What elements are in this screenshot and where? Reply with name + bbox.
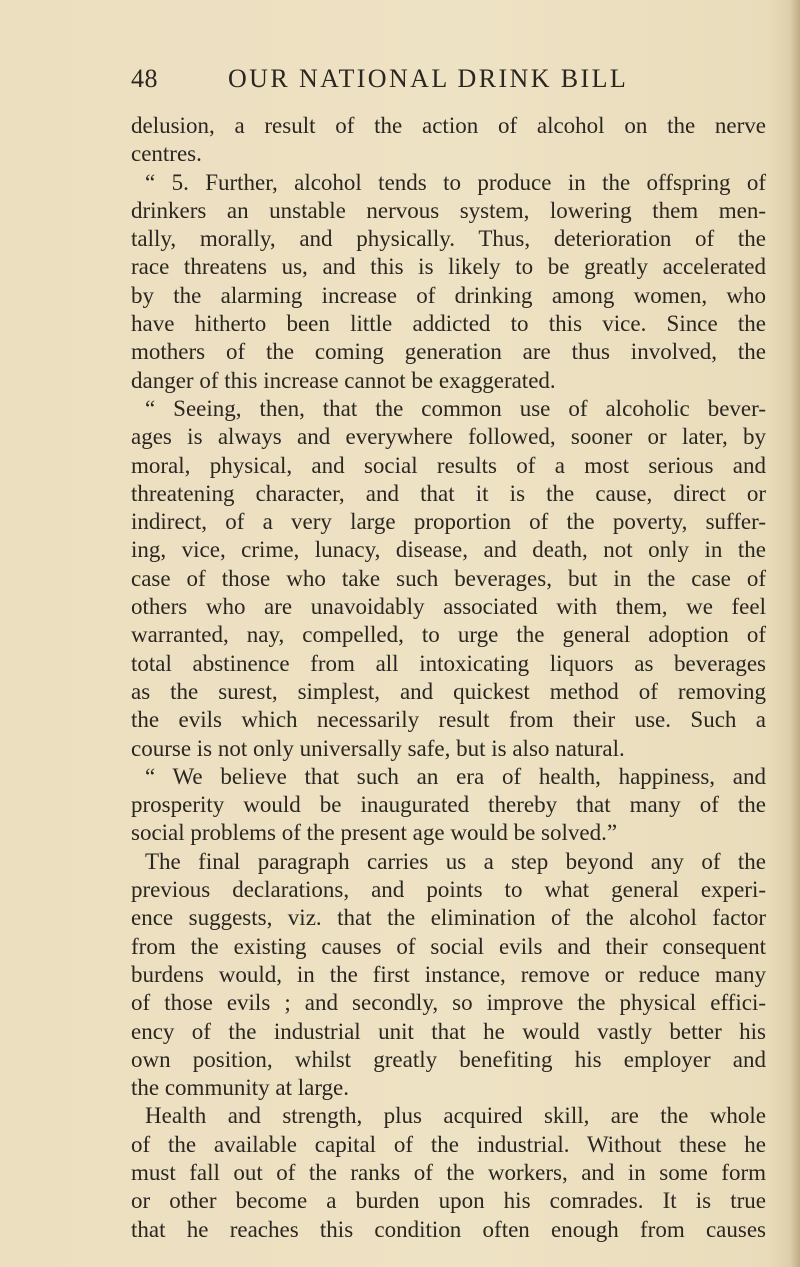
text-line: drinkers an unstable nervous system, lowering them men- xyxy=(131,197,766,223)
text-line: have hitherto been little addicted to this vice. Since the xyxy=(131,311,766,337)
text-line: moral, physical, and social results of a most serious and xyxy=(131,452,766,478)
text-line: “ Seeing, then, that the common use of alcoholic bever- xyxy=(145,395,766,421)
text-line: from the existing causes of social evils and their consequent xyxy=(131,933,766,959)
text-line: prosperity would be inaugurated thereby that many of the xyxy=(131,792,766,818)
text-line: total abstinence from all intoxicating liquors as beverages xyxy=(131,650,766,676)
text-line: social problems of the present age would be solved.” xyxy=(131,820,618,846)
text-line: delusion, a result of the action of alcohol on the nerve xyxy=(131,113,766,138)
text-line: “ 5. Further, alcohol tends to produce in the offspring of xyxy=(145,169,766,195)
text-line: course is not only universally safe, but is also natural. xyxy=(131,735,625,761)
text-line: the evils which necessarily result from their use. Such a xyxy=(131,707,766,733)
running-title: OUR NATIONAL DRINK BILL xyxy=(228,64,629,93)
body-text xyxy=(131,112,766,1244)
text-line: burdens would, in the first instance, remove or reduce many xyxy=(131,961,766,987)
text-line: “ We believe that such an era of health, happiness, and xyxy=(145,763,766,789)
text-line: race threatens us, and this is likely to be greatly accelerated xyxy=(131,254,766,280)
text-line: ing, vice, crime, lunacy, disease, and death, not only in the xyxy=(131,537,766,563)
text-line: The final paragraph carries us a step beyond any of the xyxy=(145,848,766,874)
text-line: by the alarming increase of drinking among women, who xyxy=(131,282,766,308)
text-line: Health and strength, plus acquired skill, are the whole xyxy=(145,1103,766,1129)
page-edge-shadow xyxy=(790,0,800,1267)
text-line: tally, morally, and physically. Thus, deterioration of the xyxy=(131,226,766,252)
text-line: mothers of the coming generation are thus involved, the xyxy=(131,339,766,365)
text-line: as the surest, simplest, and quickest method of removing xyxy=(131,678,766,704)
text-line: previous declarations, and points to what general experi- xyxy=(131,877,766,903)
page-header xyxy=(131,64,691,104)
text-line: must fall out of the ranks of the workers, and in some form xyxy=(131,1159,766,1185)
text-line: warranted, nay, compelled, to urge the general adoption of xyxy=(131,622,766,648)
text-line: own position, whilst greatly benefiting his employer and xyxy=(131,1046,766,1072)
text-line: indirect, of a very large proportion of the poverty, suffer- xyxy=(131,509,766,535)
text-line: others who are unavoidably associated with them, we feel xyxy=(131,594,766,620)
text-line: of those evils ; and secondly, so improve the physical effici- xyxy=(131,990,766,1016)
text-line: or other become a burden upon his comrades. It is true xyxy=(131,1188,766,1214)
text-line: ency of the industrial unit that he would vastly better his xyxy=(131,1018,766,1044)
text-line: threatening character, and that it is the cause, direct or xyxy=(131,480,766,506)
text-line: centres. xyxy=(131,141,202,167)
page-number: 48 xyxy=(131,64,158,93)
text-line: ence suggests, viz. that the elimination of the alcohol factor xyxy=(131,905,766,931)
text-line: the community at large. xyxy=(131,1075,350,1101)
text-line: that he reaches this condition often enough from causes xyxy=(131,1216,766,1242)
text-line: danger of this increase cannot be exaggerated. xyxy=(131,367,556,393)
text-line: ages is always and everywhere followed, sooner or later, by xyxy=(131,424,766,450)
text-line: case of those who take such beverages, but in the case of xyxy=(131,565,766,591)
text-line: of the available capital of the industrial. Without these he xyxy=(131,1131,766,1157)
